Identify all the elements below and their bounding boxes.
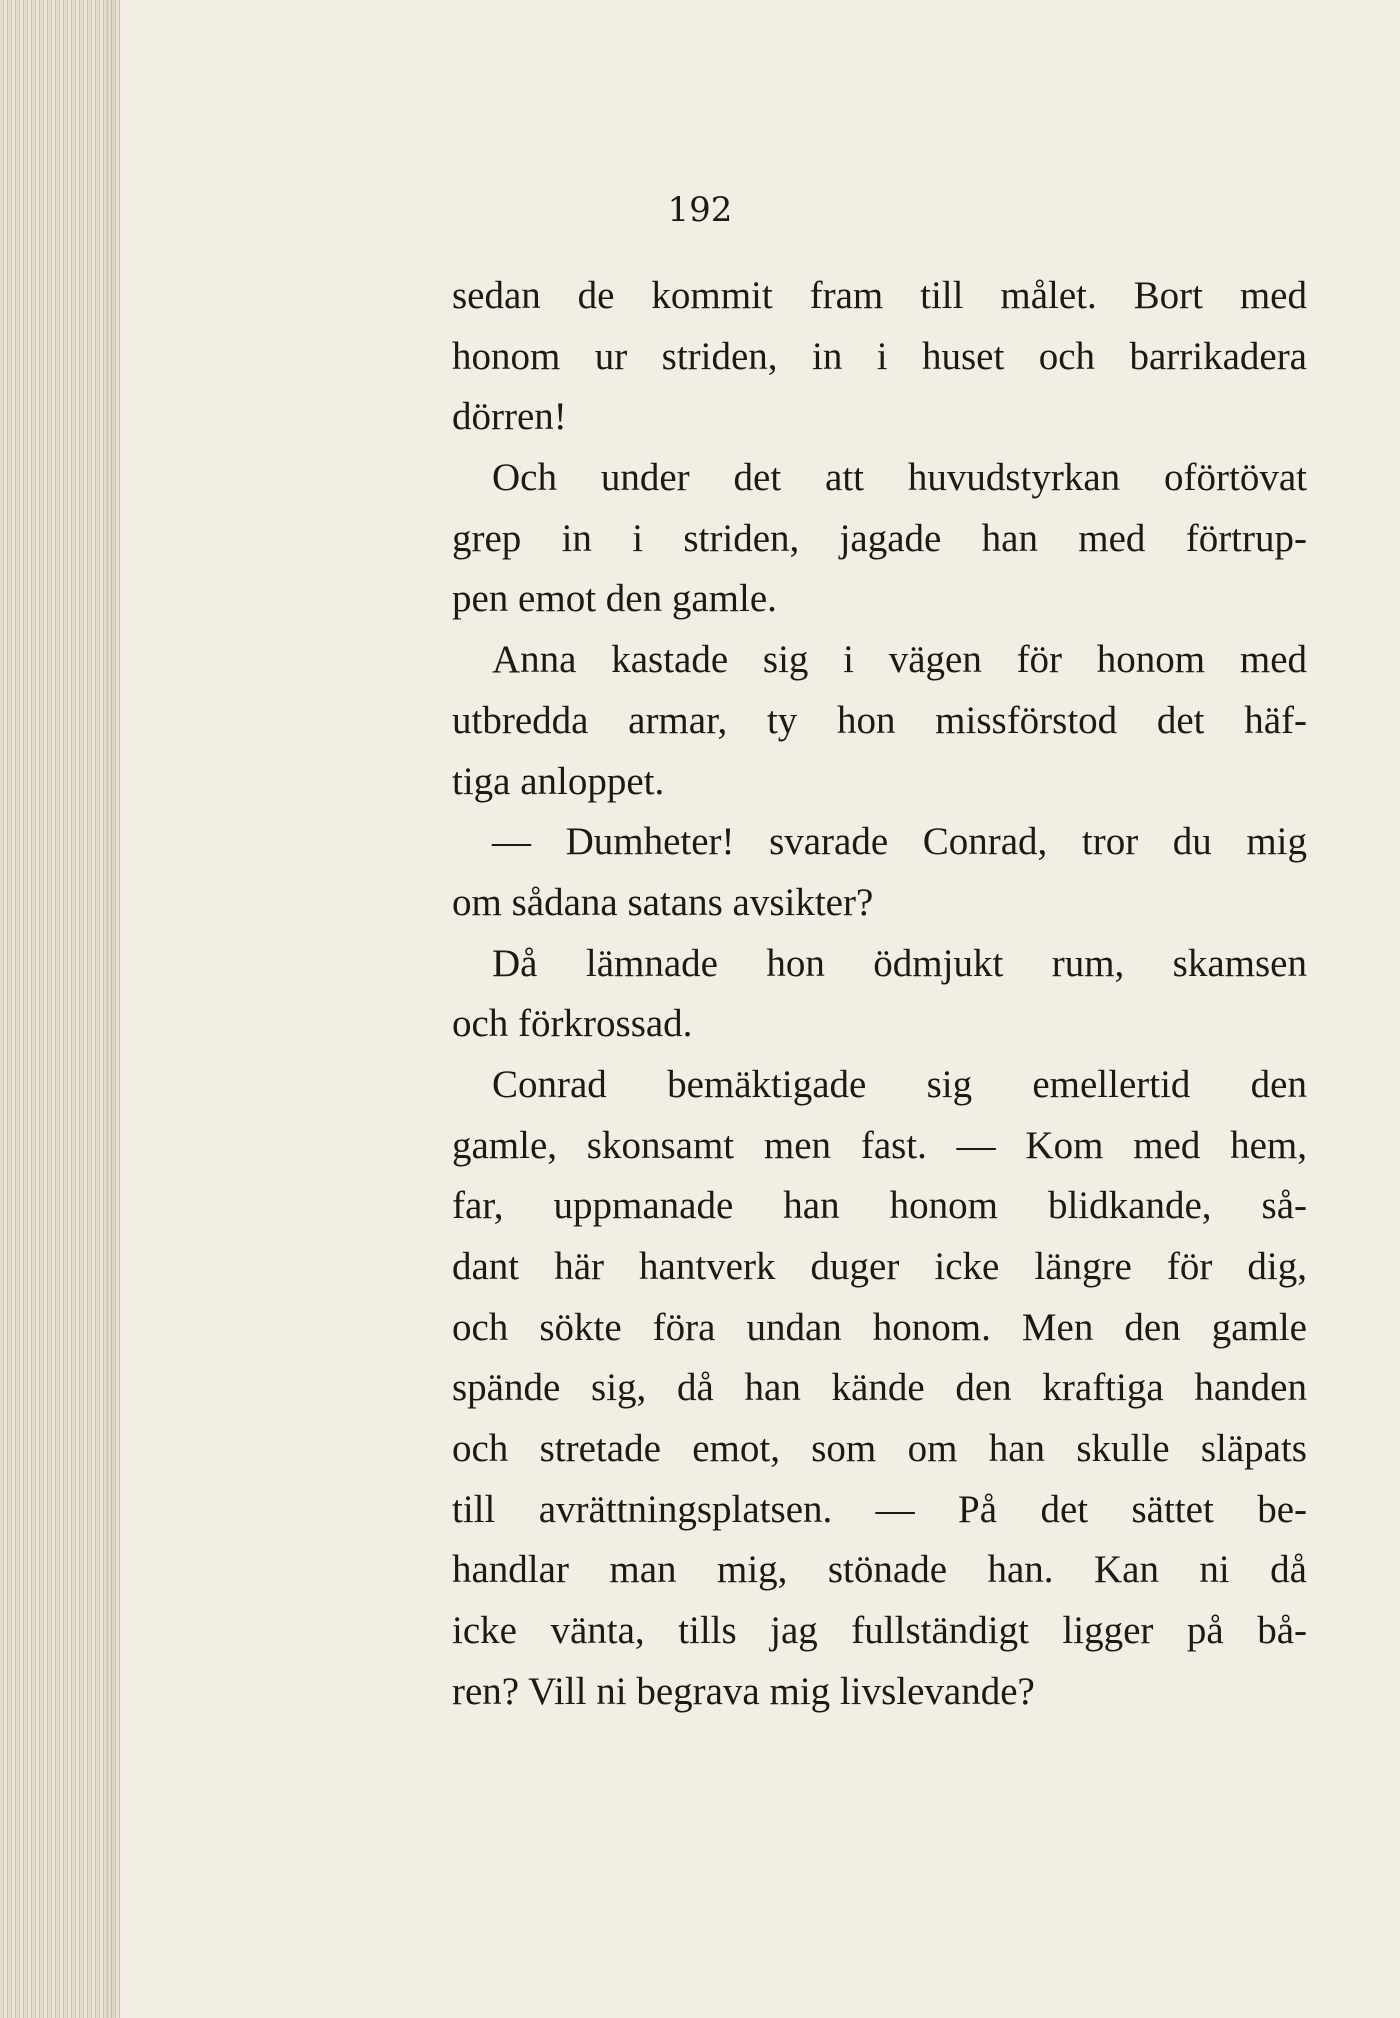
text-line: grep in i striden, jagade han med förtrup- xyxy=(452,516,1307,560)
book-page-edges xyxy=(0,0,120,2018)
text-line: sedan de kommit fram till målet. Bort med xyxy=(452,274,1307,317)
text-line: icke vänta, tills jag fullständigt ligger på bå- xyxy=(452,1609,1307,1653)
text-line: handlar man mig, stönade han. Kan ni då xyxy=(452,1548,1307,1592)
text-line: om sådana satans avsikter? xyxy=(452,880,874,924)
text-line: Då lämnade hon ödmjukt rum, skamsen xyxy=(492,941,1307,985)
body-text xyxy=(452,266,1307,1723)
text-line: tiga anloppet. xyxy=(452,759,665,803)
text-line: och stretade emot, som om han skulle släpats xyxy=(452,1427,1307,1471)
text-line: till avrättningsplatsen. — På det sättet be- xyxy=(452,1487,1307,1531)
text-line: honom ur striden, in i huset och barrikadera xyxy=(452,334,1307,378)
text-line: och sökte föra undan honom. Men den gamle xyxy=(452,1305,1307,1349)
text-line: gamle, skonsamt men fast. — Kom med hem, xyxy=(452,1123,1307,1167)
text-line: och förkrossad. xyxy=(452,1002,693,1046)
text-line: — Dumheter! svarade Conrad, tror du mig xyxy=(492,820,1307,864)
text-line: Anna kastade sig i vägen för honom med xyxy=(492,638,1307,682)
text-line: dörren! xyxy=(452,395,567,439)
text-line: spände sig, då han kände den kraftiga handen xyxy=(452,1366,1307,1410)
text-line: utbredda armar, ty hon missförstod det häf- xyxy=(452,698,1307,742)
text-line: ren? Vill ni begrava mig livslevande? xyxy=(452,1669,1035,1713)
text-line: pen emot den gamle. xyxy=(452,577,777,621)
text-line: far, uppmanade han honom blidkande, så- xyxy=(452,1184,1307,1228)
page-number: 192 xyxy=(667,190,733,230)
text-line: dant här hantverk duger icke längre för dig, xyxy=(452,1245,1307,1288)
text-line: Conrad bemäktigade sig emellertid den xyxy=(492,1062,1307,1106)
text-line: Och under det att huvudstyrkan oförtövat xyxy=(492,456,1307,500)
